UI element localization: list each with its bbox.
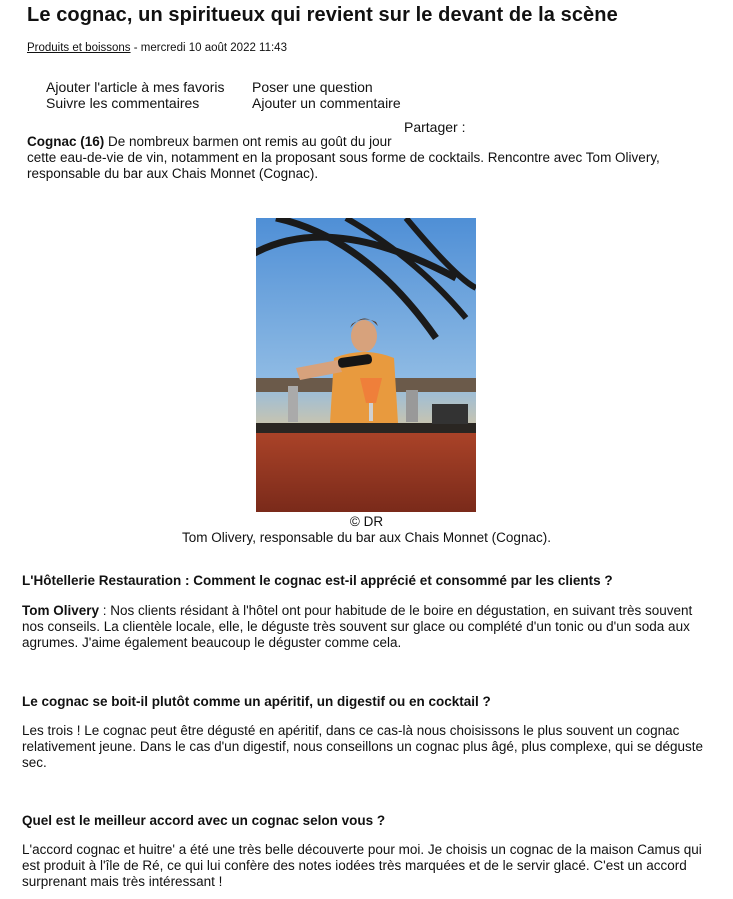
- intro-line-2: cette eau-de-vie de vin, notamment en la proposant sous forme de cocktails. Rencontre avec Tom Olivery, responsable du bar aux Chais Monnet (Cognac).: [27, 150, 660, 181]
- answer-1-speaker: Tom Olivery: [22, 603, 100, 618]
- article-date: - mercredi 10 août 2022 11:43: [130, 42, 287, 54]
- article-intro: [27, 134, 707, 182]
- share-label: Partager :: [404, 119, 466, 135]
- photo-caption: Tom Olivery, responsable du bar aux Chais Monnet (Cognac).: [182, 530, 551, 545]
- question-1: L'Hôtellerie Restauration : Comment le cognac est-il apprécié et consommé par les clients ?: [22, 573, 613, 588]
- answer-1: [22, 603, 712, 651]
- follow-comments-link[interactable]: Suivre les commentaires: [46, 95, 200, 111]
- intro-line-1: De nombreux barmen ont remis au goût du jour: [104, 134, 392, 149]
- add-favorite-link[interactable]: Ajouter l'article à mes favoris: [46, 79, 225, 95]
- dateline: Cognac (16): [27, 134, 105, 149]
- category-link[interactable]: Produits et boissons: [27, 42, 131, 54]
- question-3: Quel est le meilleur accord avec un cognac selon vous ?: [22, 813, 386, 828]
- answer-1-text: : Nos clients résidant à l'hôtel ont pour habitude de le boire en dégustation, en suivant très souvent nos conseils. La clientèle locale, elle, le déguste très souvent sur glace ou complété d'un tonic ou d'un soda aux agrumes. J'aime également beaucoup le déguster comme cela.: [22, 603, 693, 650]
- photo-credit: © DR: [349, 514, 384, 529]
- answer-3: L'accord cognac et huitre' a été une très belle découverte pour moi. Je choisis un cognac de la maison Camus qui est produit à l'île de Ré, ce qui lui confère des notes iodées très marquées et de le servir glacé. C'est un accord surprenant mais très intéressant !: [22, 842, 702, 889]
- question-2: Le cognac se boit-il plutôt comme un apéritif, un digestif ou en cocktail ?: [22, 694, 491, 709]
- answer-2: Les trois ! Le cognac peut être dégusté en apéritif, dans ce cas-là nous choisissons le plus souvent un cognac relativement jeune. Dans le cas d'un digestif, nous conseillons un cognac plus âgé, plus complexe, qui se déguste sec.: [22, 723, 703, 770]
- bartender-photo: [256, 218, 476, 512]
- add-comment-link[interactable]: Ajouter un commentaire: [252, 95, 401, 111]
- article-meta: [27, 42, 287, 54]
- article-title: Le cognac, un spiritueux qui revient sur le devant de la scène: [27, 4, 618, 26]
- ask-question-link[interactable]: Poser une question: [252, 79, 373, 95]
